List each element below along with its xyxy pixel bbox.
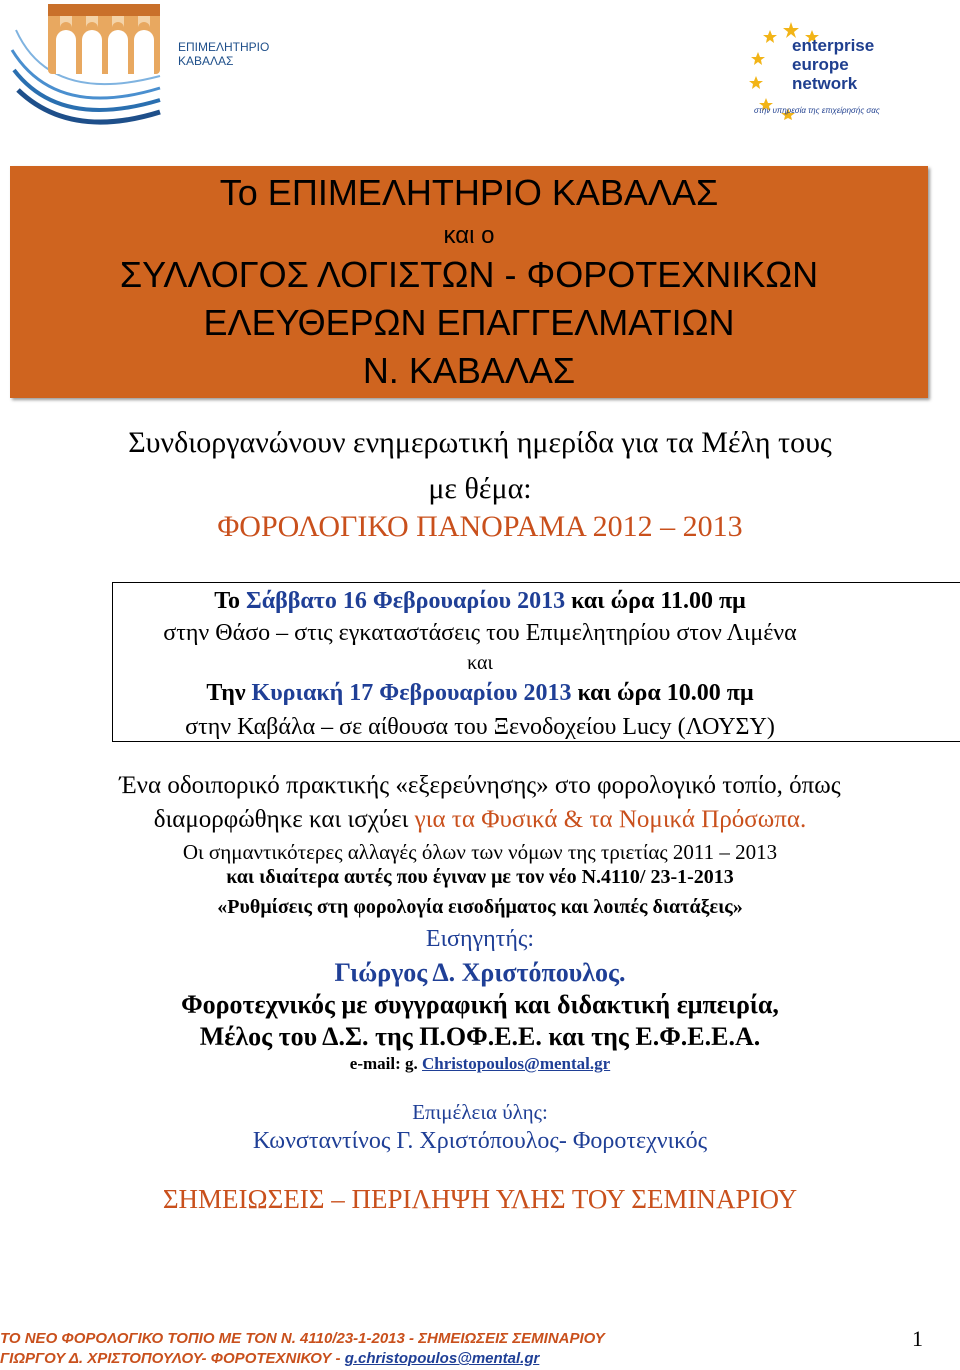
footer-line1: ΤΟ ΝΕΟ ΦΟΡΟΛΟΓΙΚΟ ΤΟΠΙΟ ΜΕ ΤΟΝ Ν. 4110/23-1-2013 - ΣΗΜΕΙΩΣΕΙΣ ΣΕΜΙΝΑΡΙΟΥ	[0, 1330, 605, 1347]
footer-line2	[0, 1350, 539, 1367]
footer-email-link[interactable]: g.christopoulos@mental.gr	[344, 1350, 540, 1367]
description-line2-b: για τα Φυσικά & τα Νομικά Πρόσωπα.	[414, 806, 807, 833]
speaker-label: Εισηγητής:	[425, 926, 535, 952]
banner-line3: ΣΥΛΛΟΓΟΣ ΛΟΓΙΣΤΩΝ - ΦΟΡΟΤΕΧΝΙΚΩΝ	[119, 254, 819, 295]
editor-name: Κωνσταντίνος Γ. Χριστόπουλος- Φοροτεχνικός	[252, 1128, 708, 1154]
een-line1: enterprise	[792, 36, 875, 55]
intro-line1: Συνδιοργανώνουν ενημερωτική ημερίδα για τα Μέλη τους	[128, 426, 832, 459]
schedule1-place: στην Θάσο – στις εγκαταστάσεις του Επιμελητηρίου στον Λιμένα	[163, 620, 797, 646]
schedule2-prefix: Την	[206, 680, 252, 706]
schedule-line2	[0, 680, 960, 707]
intro-line2: με θέμα:	[428, 472, 532, 505]
schedule1-date: Σάββατο 16 Φεβρουαρίου 2013	[246, 588, 566, 614]
description-line2-a: διαμορφώθηκε και ισχύει	[153, 806, 415, 833]
speaker-email	[0, 1054, 960, 1074]
schedule2-date: Κυριακή 17 Φεβρουαρίου 2013	[251, 680, 572, 706]
chamber-name-line1: ΕΠΙΜΕΛΗΤΗΡΙΟ	[178, 40, 270, 54]
banner-line1: Το ΕΠΙΜΕΛΗΤΗΡΙΟ ΚΑΒΑΛΑΣ	[219, 172, 719, 213]
email-prefix: e-mail: g.	[349, 1054, 423, 1073]
page-number: 1	[912, 1326, 923, 1351]
seminar-topic: ΦΟΡΟΛΟΓΙΚΟ ΠΑΝΟΡΑΜΑ 2012 – 2013	[217, 510, 743, 543]
een-wordmark	[792, 36, 874, 93]
schedule2-time: και ώρα 10.00 πμ	[571, 680, 754, 706]
description-line5: «Ρυθμίσεις στη φορολογία εισοδήματος και λοιπές διατάξεις»	[217, 896, 743, 918]
description-line4: και ιδιαίτερα αυτές που έγιναν με τον νέο Ν.4110/ 23-1-2013	[226, 866, 734, 888]
schedule-line1	[0, 588, 960, 615]
banner-line2: και ο	[443, 222, 495, 249]
schedule1-prefix: Το	[214, 588, 247, 614]
schedule2-place: στην Καβάλα – σε αίθουσα του Ξενοδοχείου Lucy (ΛΟΥΣΥ)	[185, 714, 775, 740]
schedule1-time: και ώρα 11.00 πμ	[565, 588, 746, 614]
banner-line4: ΕΛΕΥΘΕΡΩΝ ΕΠΑΓΓΕΛΜΑΤΙΩΝ	[203, 302, 735, 343]
chamber-logo	[10, 0, 280, 140]
chamber-arch-icon	[10, 0, 180, 140]
chamber-logo-text	[178, 40, 269, 68]
description-line1: Ένα οδοιπορικό πρακτικής «εξερεύνησης» στο φορολογικό τοπίο, όπως	[119, 772, 841, 799]
speaker-member: Μέλος του Δ.Σ. της Π.ΟΦ.Ε.Ε. και της Ε.Φ.Ε.Ε.Α.	[199, 1022, 761, 1051]
een-line2: europe	[792, 55, 849, 74]
footer-line2-prefix: ΓΙΩΡΓΟΥ Δ. ΧΡΙΣΤΟΠΟΥΛΟΥ- ΦΟΡΟΤΕΧΝΙΚΟΥ -	[0, 1350, 345, 1367]
header-banner	[10, 166, 928, 398]
een-line3: network	[792, 74, 858, 93]
editor-label: Επιμέλεια ύλης:	[412, 1100, 548, 1124]
schedule-and: και	[467, 652, 493, 674]
speaker-name: Γιώργος Δ. Χριστόπουλος.	[334, 958, 626, 987]
een-tagline: στην υπηρεσία της επιχείρησής σας	[754, 106, 880, 115]
email-link[interactable]: Christopoulos@mental.gr	[422, 1054, 611, 1073]
banner-line5: Ν. ΚΑΒΑΛΑΣ	[362, 350, 576, 391]
speaker-role: Φοροτεχνικός με συγγραφική και διδακτική εμπειρία,	[181, 990, 779, 1019]
description-line2	[0, 806, 960, 834]
description-line3: Οι σημαντικότερες αλλαγές όλων των νόμων της τριετίας 2011 – 2013	[182, 840, 778, 864]
notes-title: ΣΗΜΕΙΩΣΕΙΣ – ΠΕΡΙΛΗΨΗ ΥΛΗΣ ΤΟΥ ΣΕΜΙΝΑΡΙΟΥ	[162, 1184, 798, 1214]
chamber-name-line2: ΚΑΒΑΛΑΣ	[178, 54, 234, 68]
een-logo	[700, 0, 950, 140]
